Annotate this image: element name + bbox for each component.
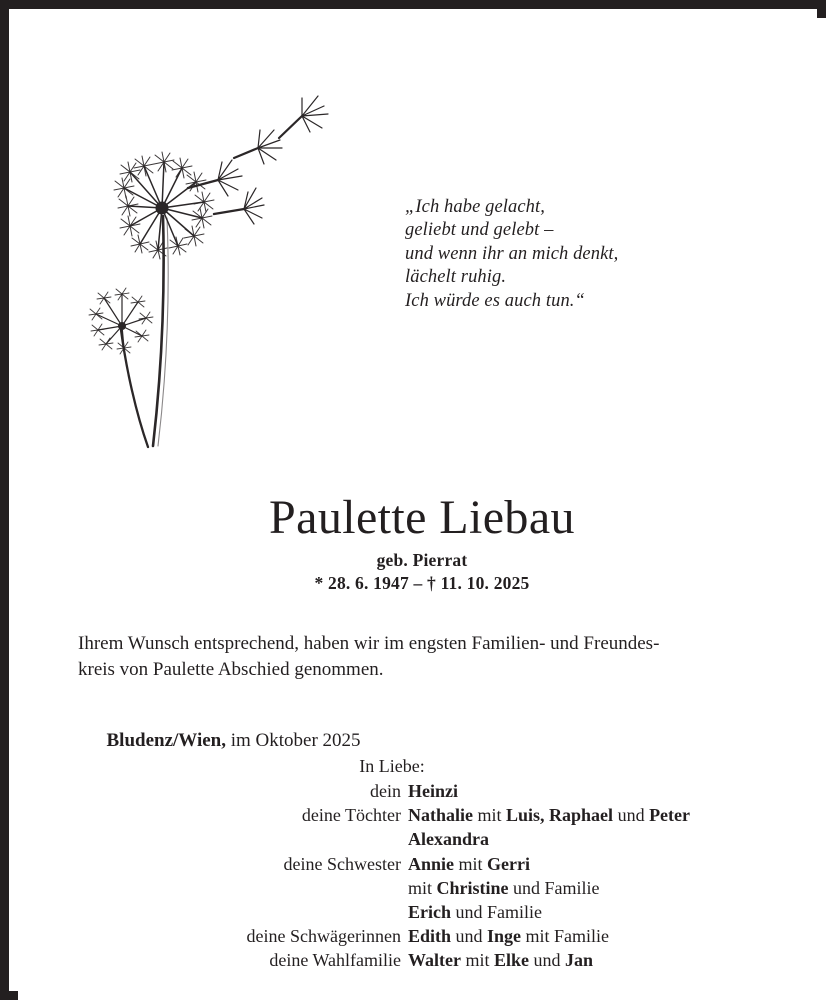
family-member-name: Alexandra: [408, 829, 489, 850]
family-row: [18, 852, 826, 876]
quote-line: und wenn ihr an mich denkt,: [405, 243, 619, 264]
family-names: [408, 924, 609, 948]
family-row: [18, 803, 826, 827]
family-member-name: Gerri: [487, 853, 531, 874]
family-row: [18, 948, 826, 972]
family-member-name: Annie: [408, 853, 455, 874]
family-member-name: Heinzi: [408, 781, 458, 801]
place-location: Bludenz/Wien,: [106, 729, 226, 751]
family-member-name: Elke: [494, 950, 530, 971]
family-names: [408, 948, 593, 972]
family-row: [18, 924, 826, 948]
quote-line: geliebt und gelebt –: [405, 220, 554, 241]
family-member-name: Walter: [408, 950, 461, 971]
family-connector-text: mit: [460, 950, 494, 971]
family-names: [408, 803, 690, 827]
dandelion-illustration: [66, 68, 366, 458]
deceased-dates: * 28. 6. 1947 – † 11. 10. 2025: [314, 573, 530, 593]
family-member-name: Jan: [565, 950, 594, 971]
family-connector-text: mit: [408, 877, 437, 898]
family-row: [18, 900, 826, 924]
family-list-heading: In Liebe:: [359, 756, 425, 776]
deceased-maiden-name: geb. Pierrat: [376, 550, 468, 570]
family-connector-text: mit Familie: [521, 926, 610, 947]
family-relation: deine Schwester: [283, 853, 401, 874]
memorial-message: [78, 631, 784, 682]
family-connector-text: und: [613, 805, 650, 826]
quote-line: lächelt ruhig.: [405, 267, 507, 288]
family-member-name: Erich: [408, 902, 451, 923]
place-date: im Oktober 2025: [225, 729, 361, 751]
quote-line: Ich würde es auch tun.“: [405, 290, 585, 311]
family-member-name: Nathalie: [408, 805, 473, 826]
family-relation: deine Schwägerinnen: [246, 926, 401, 947]
family-names: [408, 852, 530, 876]
memorial-quote: [405, 196, 785, 313]
family-names: [408, 827, 489, 851]
family-member-name: Christine: [436, 877, 509, 898]
family-member-name: Luis, Raphael: [506, 805, 614, 826]
family-member-name: Inge: [487, 926, 522, 947]
deceased-name-block: [18, 490, 826, 594]
family-rows: [18, 779, 826, 973]
family-connector-text: und Familie: [451, 902, 542, 923]
deceased-name: Paulette Liebau: [269, 491, 575, 544]
family-connector-text: und Familie: [508, 877, 600, 898]
family-names: [408, 876, 600, 900]
family-member-name: Peter: [649, 805, 691, 826]
family-names: [408, 779, 458, 803]
family-connector-text: mit: [473, 805, 507, 826]
family-row: [18, 827, 826, 851]
family-row: [18, 779, 826, 803]
family-connector-text: mit: [454, 853, 488, 874]
family-relation: deine Wahlfamilie: [269, 950, 401, 971]
family-names: [408, 900, 542, 924]
message-line: kreis von Paulette Abschied genommen.: [78, 658, 384, 680]
quote-line: „Ich habe gelacht,: [405, 197, 545, 217]
obituary-page: [18, 18, 826, 1000]
family-relation: dein: [370, 781, 401, 801]
family-row: [18, 876, 826, 900]
family-member-name: Edith: [408, 926, 452, 947]
family-connector-text: und: [529, 950, 566, 971]
family-list: [18, 754, 826, 973]
family-relation: deine Töchter: [301, 805, 401, 826]
family-connector-text: und: [451, 926, 488, 947]
message-line: Ihrem Wunsch entsprechend, haben wir im engsten Familien- und Freundes-: [78, 633, 660, 654]
